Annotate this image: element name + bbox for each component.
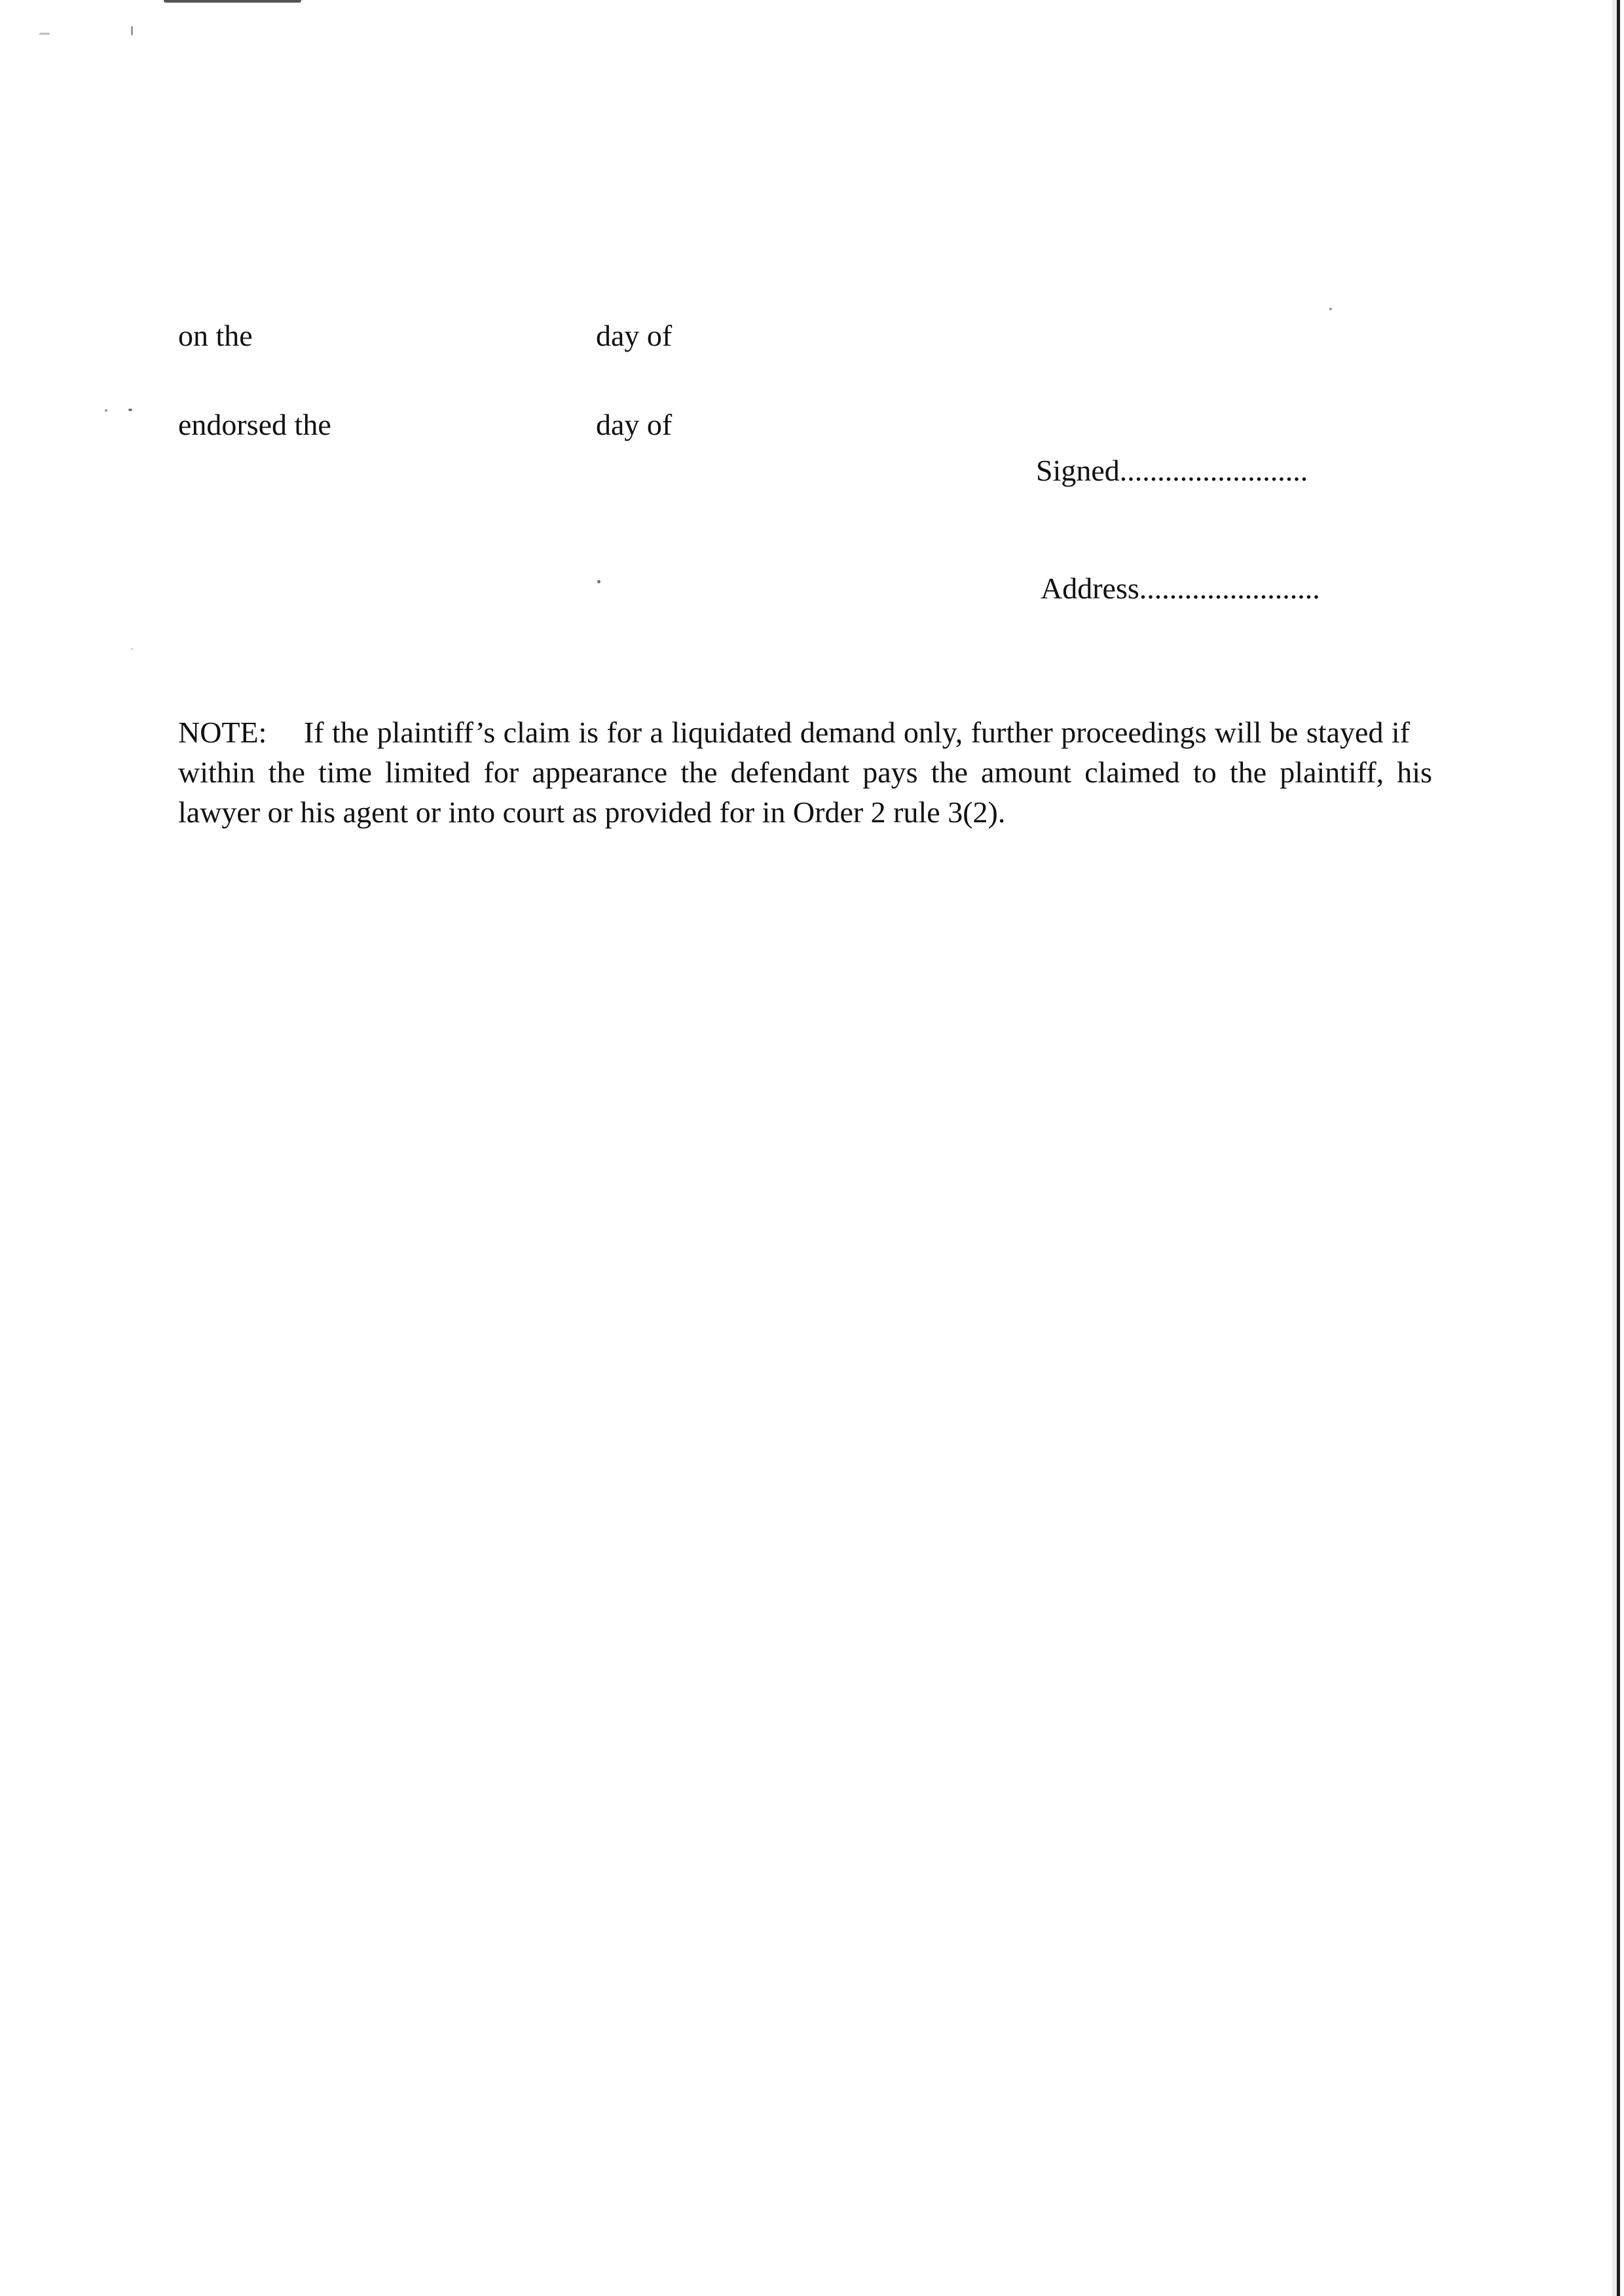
scan-speck <box>39 33 50 35</box>
scan-speck <box>128 409 132 411</box>
row2-day-of: day of <box>596 408 673 441</box>
note-text-part1: If the plaintiff’s claim is for a liquidated demand only, further proceedings will be stayed if <box>303 716 1410 749</box>
scan-speck <box>105 409 107 412</box>
scan-speck <box>1329 308 1332 310</box>
address-line: Address........................ <box>1041 572 1320 605</box>
note-text-part2: within the time limited for appearance the defendant pays the amount claimed to the plaintiff, his lawyer or his agent or into court as provided for in Order 2 rule 3(2). <box>178 756 1432 829</box>
scan-speck <box>131 648 133 650</box>
scan-speck <box>597 580 600 583</box>
signed-line: Signed......................... <box>1036 454 1308 487</box>
row1-label: on the <box>178 319 253 352</box>
scan-mark <box>164 0 301 3</box>
scan-speck <box>131 26 133 35</box>
note-paragraph <box>178 712 1432 832</box>
row2-label: endorsed the <box>178 408 331 441</box>
row1-day-of: day of <box>596 319 673 352</box>
page-edge-shadow <box>1612 0 1617 2296</box>
page-edge <box>1617 0 1620 2296</box>
note-heading: NOTE: <box>178 716 267 749</box>
